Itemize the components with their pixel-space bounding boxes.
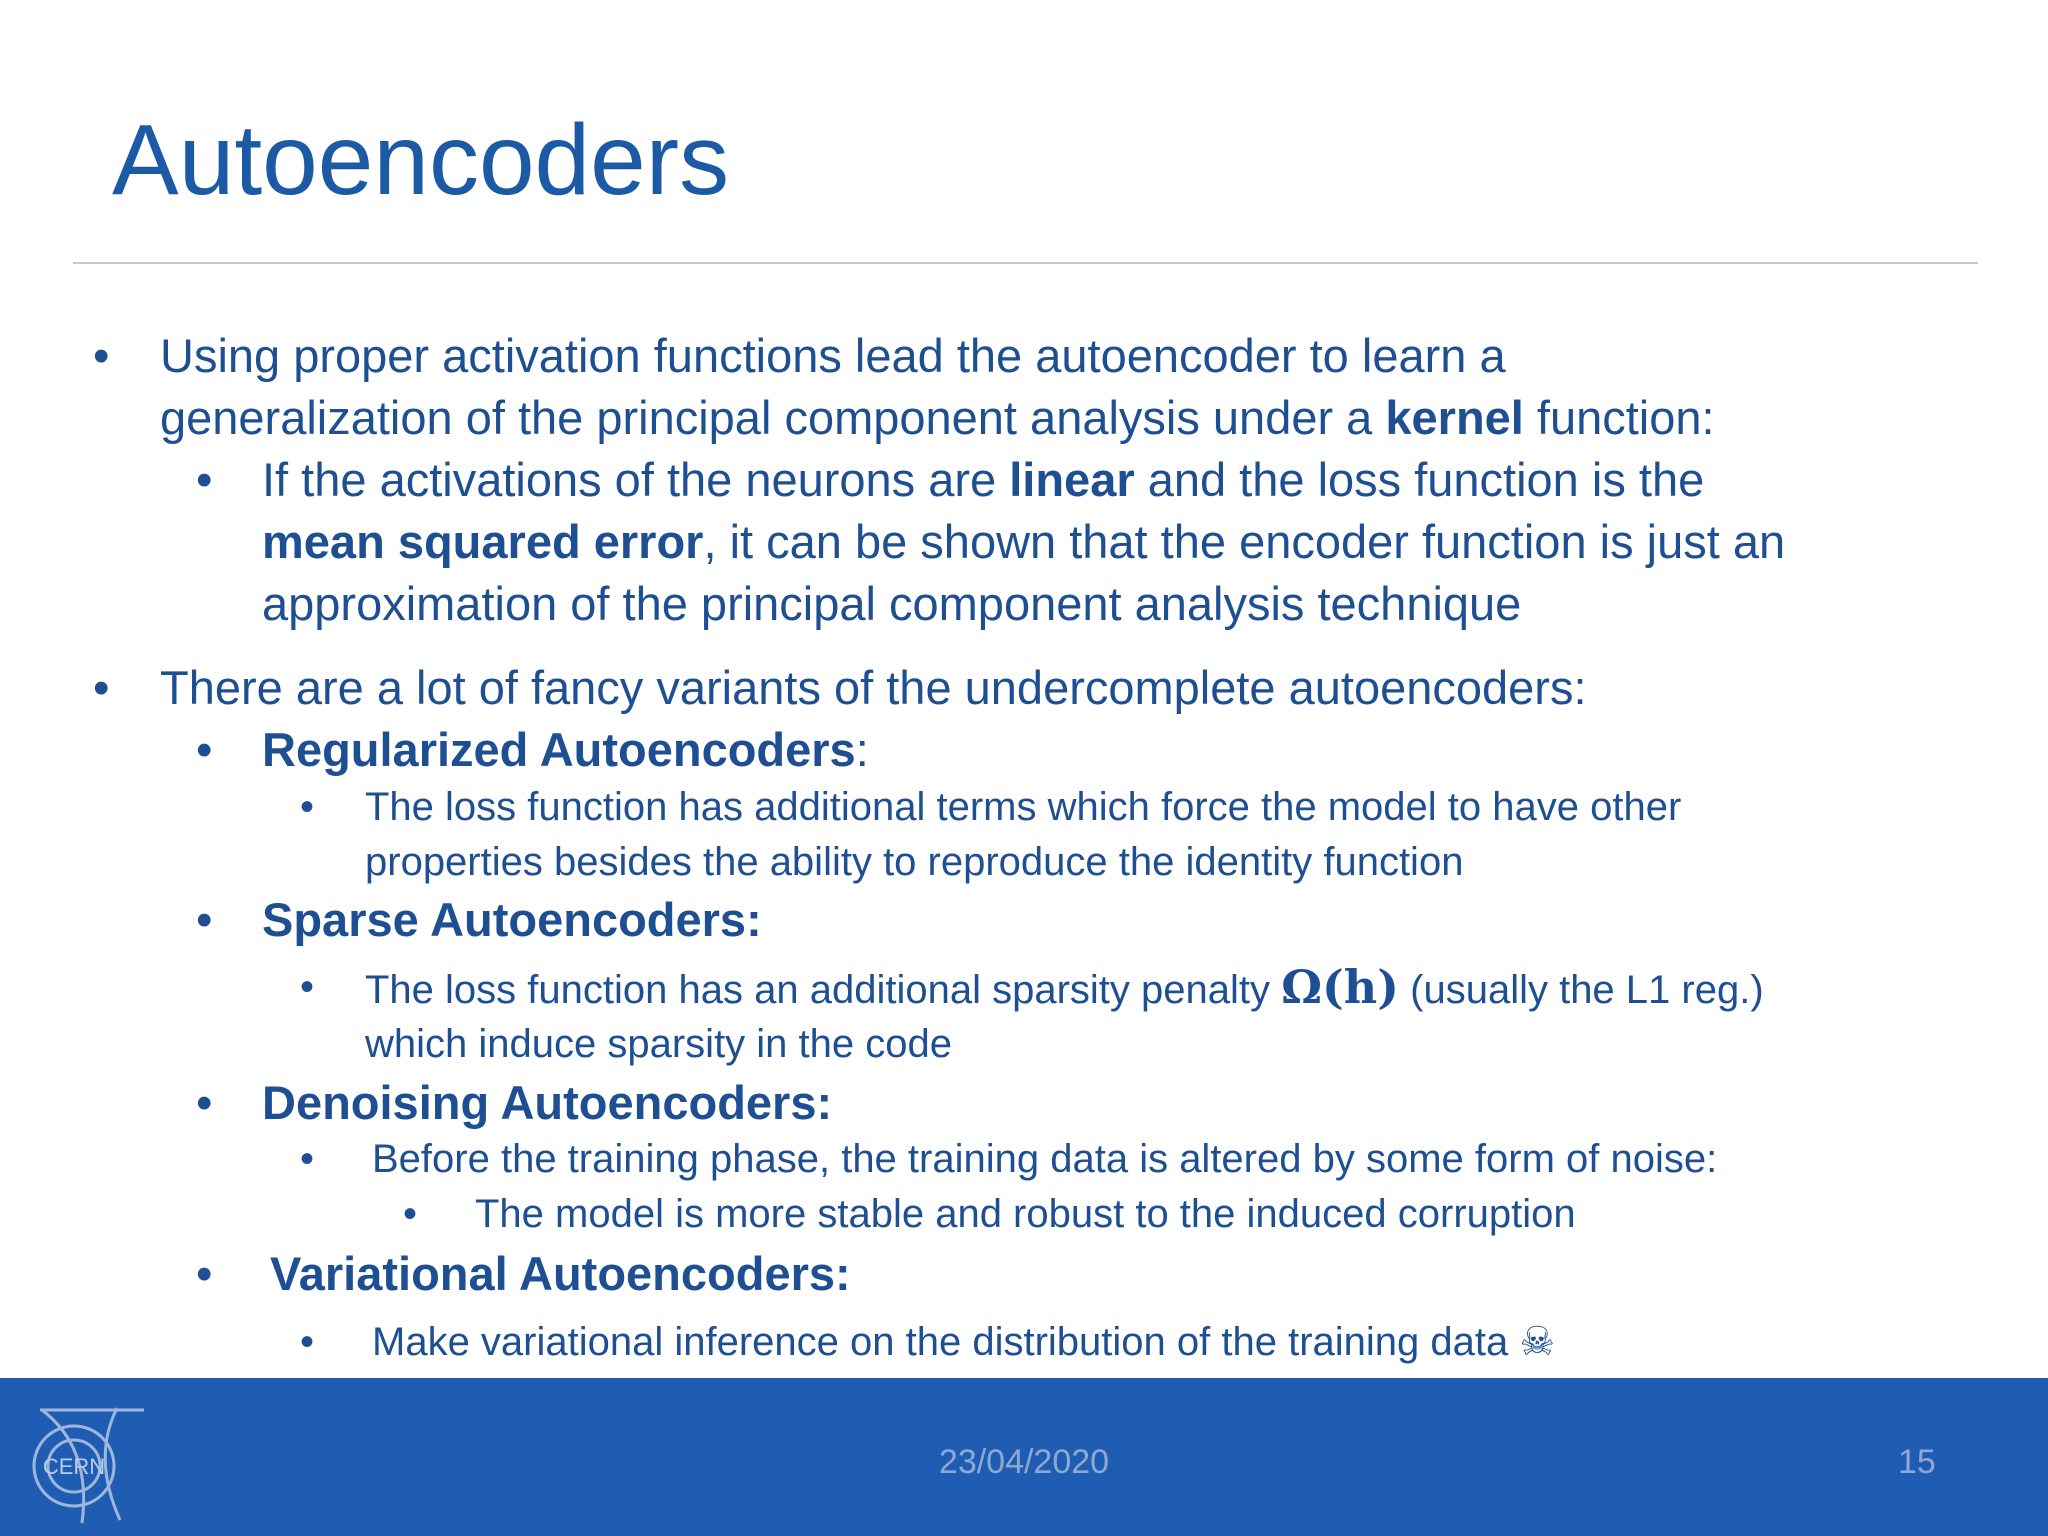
- page-number: 15: [1898, 1443, 1936, 1481]
- omega-formula: Ω(h): [1281, 960, 1400, 1014]
- sparse-line-1: The loss function has an additional sparsity penalty Ω(h) (usually the L1 reg.): [365, 960, 1764, 1014]
- bullet-dot: •: [196, 453, 213, 506]
- bullet-dot: •: [300, 965, 315, 1009]
- sparse-line-2: which induce sparsity in the code: [365, 1022, 952, 1066]
- bullet-dot: •: [300, 1137, 315, 1181]
- regularized-line-2: properties besides the ability to reproduce the identity function: [365, 840, 1464, 884]
- bullet-1-line-1: Using proper activation functions lead the autoencoder to learn a: [160, 329, 1506, 382]
- regularized-line-1: The loss function has additional terms which force the model to have other: [365, 785, 1682, 829]
- bullet-dot: •: [196, 893, 213, 946]
- variational-line-1: Make variational inference on the distribution of the training data ☠: [372, 1319, 1556, 1365]
- bullet-dot: •: [196, 1076, 213, 1129]
- skull-icon: ☠: [1519, 1319, 1556, 1365]
- variational-title: Variational Autoencoders:: [270, 1247, 851, 1300]
- regularized-title: Regularized Autoencoders:: [262, 723, 869, 776]
- bullet-1-line-2: generalization of the principal component analysis under a kernel function:: [160, 391, 1715, 444]
- bullet-dot: •: [300, 785, 315, 829]
- bullet-2-line-1: There are a lot of fancy variants of the undercomplete autoencoders:: [160, 661, 1587, 714]
- sparse-title: Sparse Autoencoders:: [262, 893, 762, 946]
- bullet-1a-line-1: If the activations of the neurons are linear and the loss function is the: [262, 453, 1705, 506]
- slide-title: Autoencoders: [112, 104, 730, 216]
- denoising-title: Denoising Autoencoders:: [262, 1076, 833, 1129]
- bullet-1a-line-3: approximation of the principal component analysis technique: [262, 577, 1522, 630]
- denoising-sub-line: The model is more stable and robust to the induced corruption: [475, 1192, 1576, 1236]
- bullet-dot: •: [196, 723, 213, 776]
- bullet-dot: •: [196, 1247, 213, 1300]
- bullet-dot: •: [93, 661, 110, 714]
- bullet-1a-line-2: mean squared error, it can be shown that the encoder function is just an: [262, 515, 1786, 568]
- denoising-line-1: Before the training phase, the training data is altered by some form of noise:: [372, 1137, 1718, 1181]
- bullet-dot: •: [403, 1192, 418, 1236]
- slide-date: 23/04/2020: [938, 1443, 1110, 1481]
- bullet-dot: •: [93, 329, 110, 382]
- cern-logo-text: CERN: [42, 1454, 106, 1479]
- bullet-dot: •: [300, 1320, 315, 1364]
